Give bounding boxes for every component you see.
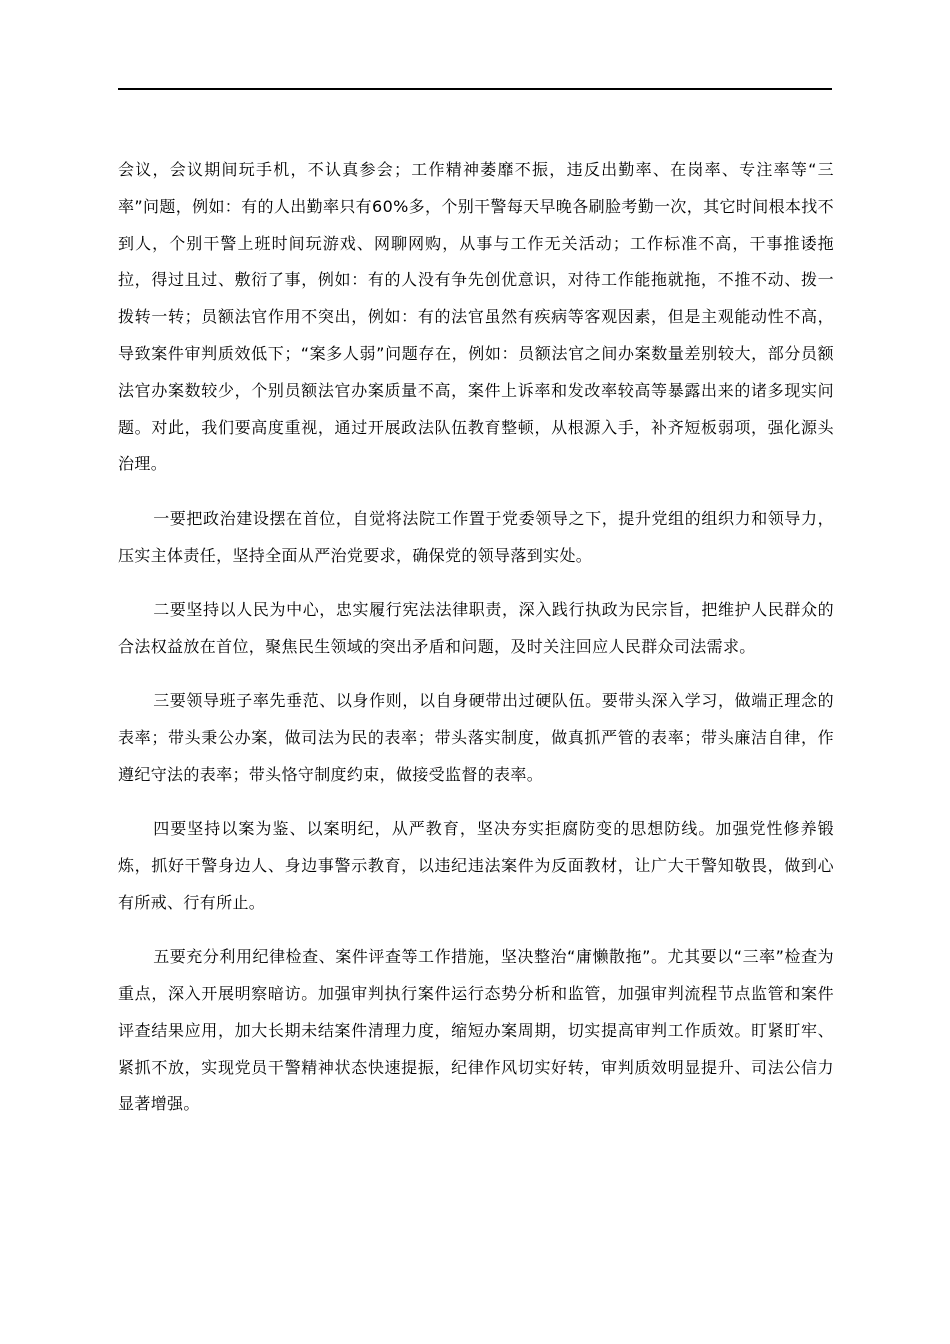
paragraph-point-3: 三要领导班子率先垂范、以身作则，以自身硬带出过硬队伍。要带头深入学习，做端正理念的表率；带头秉公办案，做司法为民的表率；带头落实制度，做真抓严管的表率；带头廉洁自律，作遵纪守法的表率；带头恪守制度约束，做接受监督的表率。 xyxy=(118,691,834,784)
document-body xyxy=(118,152,834,1123)
paragraph-point-4: 四要坚持以案为鉴、以案明纪，从严教育，坚决夯实拒腐防变的思想防线。加强党性修养锻炼，抓好干警身边人、身边事警示教育，以违纪违法案件为反面教材，让广大干警知敬畏，做到心有所戒、行有所止。 xyxy=(118,819,834,912)
paragraph-point-2: 二要坚持以人民为中心，忠实履行宪法法律职责，深入践行执政为民宗旨，把维护人民群众的合法权益放在首位，聚焦民生领域的突出矛盾和问题，及时关注回应人民群众司法需求。 xyxy=(118,599,834,656)
paragraph-point-5: 五要充分利用纪律检查、案件评查等工作措施，坚决整治“庸懒散拖”。尤其要以“三率”检查为重点，深入开展明察暗访。加强审判执行案件运行态势分析和监管，加强审判流程节点监管和案件评查结果应用，加大长期未结案件清理力度，缩短办案周期，切实提高审判工作质效。盯紧盯牢、紧抓不放，实现党员干警精神状态快速提振，纪律作风切实好转，审判质效明显提升、司法公信力显著增强。 xyxy=(118,947,834,1114)
paragraph-continued: 会议，会议期间玩手机，不认真参会；工作精神萎靡不振，违反出勤率、在岗率、专注率等“三率”问题，例如：有的人出勤率只有60%多，个别干警每天早晚各刷脸考勤一次，其它时间根本找不到人，个别干警上班时间玩游戏、网聊网购，从事与工作无关活动；工作标准不高，干事推诿拖拉，得过且过、敷衍了事，例如：有的人没有争先创优意识，对待工作能拖就拖，不推不动、拨一拨转一转；员额法官作用不突出，例如：有的法官虽然有疾病等客观因素，但是主观能动性不高，导致案件审判质效低下；“案多人弱”问题存在，例如：员额法官之间办案数量差别较大，部分员额法官办案数较少，个别员额法官办案质量不高，案件上诉率和发改率较高等暴露出来的诸多现实问题。对此，我们要高度重视，通过开展政法队伍教育整顿，从根源入手，补齐短板弱项，强化源头治理。 xyxy=(118,160,834,474)
header-rule xyxy=(118,88,832,90)
paragraph-point-1: 一要把政治建设摆在首位，自觉将法院工作置于党委领导之下，提升党组的组织力和领导力，压实主体责任，坚持全面从严治党要求，确保党的领导落到实处。 xyxy=(118,508,834,565)
